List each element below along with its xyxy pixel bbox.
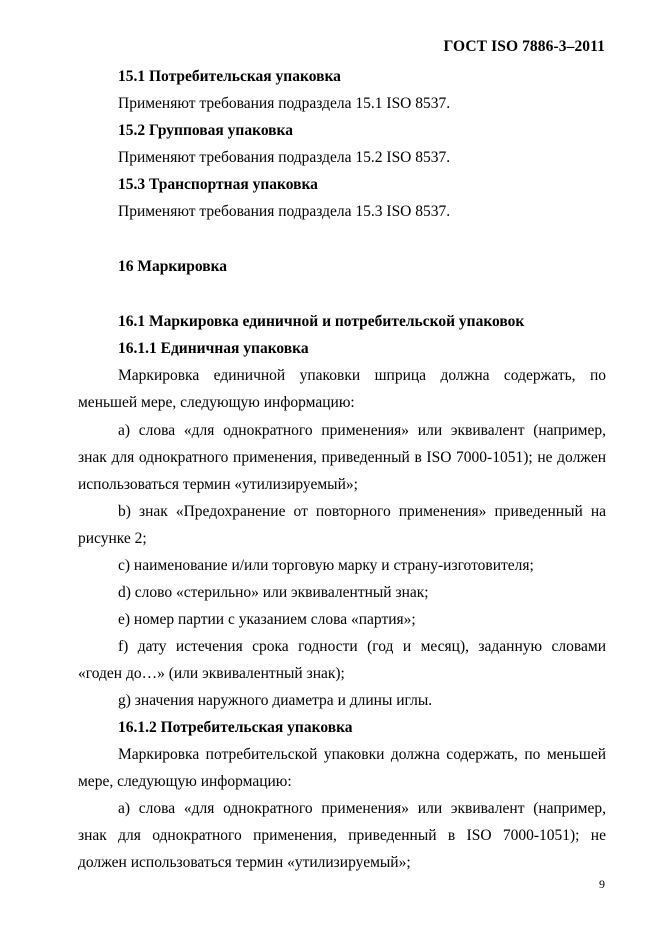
paragraph-line: Маркировка потребительской упаковки должна содержать, по меньшей (118, 746, 606, 763)
list-item-d: d) слово «стерильно» или эквивалентный знак; (118, 584, 429, 601)
section-heading-16-1: 16.1 Маркировка единичной и потребительской упаковок (118, 313, 525, 330)
document-header-id: ГОСТ ISO 7886-3–2011 (443, 38, 605, 55)
list-item-f: f) дату истечения срока годности (год и месяц), заданную словами (118, 638, 606, 655)
list-item-a: a) слова «для однократного применения» или эквивалент (например, (118, 800, 606, 817)
section-heading-15-3: 15.3 Транспортная упаковка (118, 176, 318, 193)
list-item-c: c) наименование и/или торговую марку и страну-изготовителя; (118, 557, 534, 574)
section-heading-15-2: 15.2 Групповая упаковка (118, 122, 293, 139)
paragraph-line: Применяют требования подраздела 15.3 ISO 8537. (118, 203, 451, 220)
section-heading-16: 16 Маркировка (118, 258, 228, 275)
paragraph-line: Маркировка единичной упаковки шприца должна содержать, по (118, 367, 606, 384)
paragraph-line: знак для однократного применения, приведенный в ISO 7000-1051); не (78, 827, 606, 844)
list-item-b: b) знак «Предохранение от повторного применения» приведенный на (118, 503, 606, 520)
paragraph-line: использоваться термин «утилизируемый»; (78, 476, 358, 493)
paragraph-line: меньшей мере, следующую информацию: (78, 394, 355, 411)
paragraph-line: рисунке 2; (78, 530, 147, 547)
section-heading-16-1-2: 16.1.2 Потребительская упаковка (118, 719, 353, 736)
section-heading-15-1: 15.1 Потребительская упаковка (118, 68, 341, 85)
paragraph-line: должен использоваться термин «утилизируемый»; (78, 854, 411, 871)
paragraph-line: мере, следующую информацию: (78, 773, 292, 790)
list-item-g: g) значения наружного диаметра и длины иглы. (118, 692, 433, 709)
paragraph-line: знак для однократного применения, приведенный в ISO 7000-1051); не должен (78, 449, 606, 466)
list-item-e: e) номер партии с указанием слова «партия»; (118, 611, 416, 628)
paragraph-line: Применяют требования подраздела 15.1 ISO 8537. (118, 95, 451, 112)
section-heading-16-1-1: 16.1.1 Единичная упаковка (118, 340, 309, 357)
paragraph-line: Применяют требования подраздела 15.2 ISO 8537. (118, 149, 451, 166)
list-item-a: a) слова «для однократного применения» или эквивалент (например, (118, 422, 606, 439)
paragraph-line: «годен до…» (или эквивалентный знак); (78, 665, 345, 682)
page-number: 9 (599, 877, 605, 891)
